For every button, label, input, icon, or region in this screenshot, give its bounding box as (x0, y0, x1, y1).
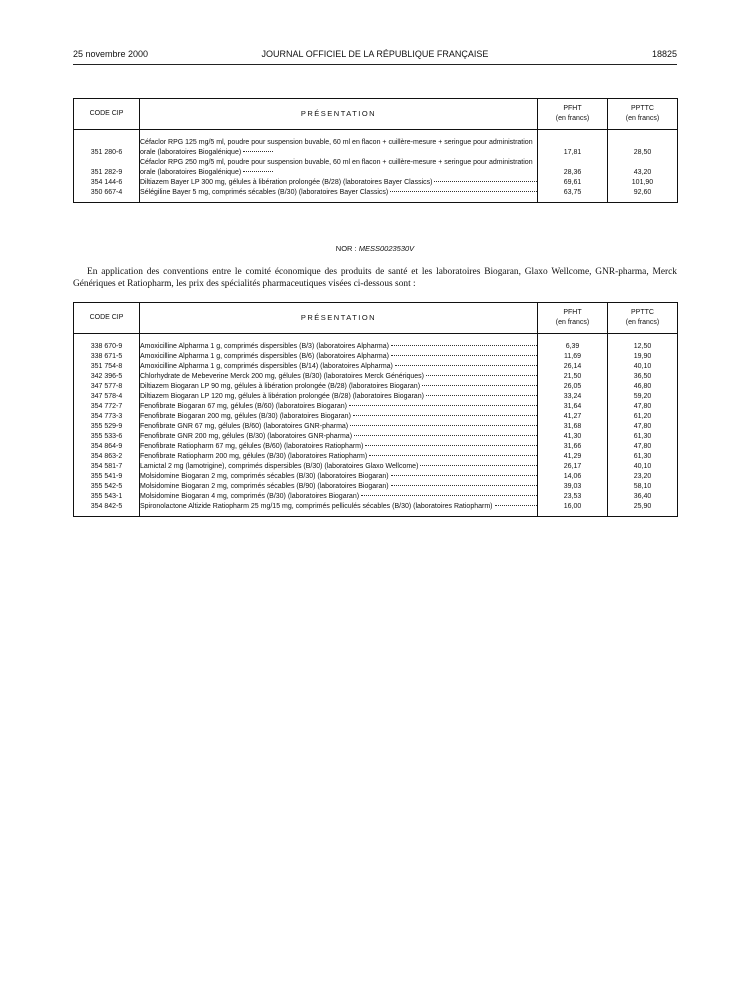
pfht-price: 16,00 (538, 502, 608, 512)
nor-code: MESS0023530V (358, 244, 415, 253)
dot-leader (369, 455, 537, 456)
pfht-price: 33,24 (538, 392, 608, 402)
cip-code: 355 529-9 (74, 422, 140, 432)
presentation-cell (140, 442, 538, 452)
cip-code: 355 542-5 (74, 482, 140, 492)
cip-code: 354 863-2 (74, 452, 140, 462)
dot-leader (391, 345, 537, 346)
col-header-ppttc: PPTTC (en francs) (608, 303, 678, 334)
col-header-code: CODE CIP (74, 303, 140, 334)
presentation-text: Céfaclor RPG 125 mg/5 ml, poudre pour suspension buvable, 60 ml en flacon + cuillère-mesure + seringue pour administration orale (laboratoires Biogalénique) (140, 139, 533, 156)
presentation-cell (140, 342, 538, 352)
ppttc-price: 36,50 (608, 372, 678, 382)
presentation-text: Amoxicilline Alpharma 1 g, comprimés dispersibles (B/3) (laboratoires Alpharma) (140, 343, 389, 350)
presentation-cell (140, 452, 538, 462)
ppttc-price: 46,80 (608, 382, 678, 392)
table-row (74, 372, 678, 382)
presentation-cell (140, 502, 538, 512)
dot-leader (422, 385, 537, 386)
page-number: 18825 (651, 49, 677, 59)
ppttc-price: 36,40 (608, 492, 678, 502)
presentation-cell (140, 432, 538, 442)
presentation-cell (140, 482, 538, 492)
presentation-cell (140, 178, 538, 188)
presentation-text: Molsidomine Biogaran 2 mg, comprimés sécables (B/30) (laboratoires Biogaran) (140, 473, 389, 480)
dot-leader (354, 435, 537, 436)
pfht-price: 6,39 (538, 342, 608, 352)
table-header-row (74, 303, 678, 334)
ppttc-price: 58,10 (608, 482, 678, 492)
presentation-cell (140, 188, 538, 198)
nor-reference (73, 244, 677, 254)
header-rule (73, 64, 677, 65)
cip-code: 351 280-6 (74, 138, 140, 158)
pfht-price: 23,53 (538, 492, 608, 502)
presentation-text: Molsidomine Biogaran 2 mg, comprimés sécables (B/90) (laboratoires Biogaran) (140, 483, 389, 490)
presentation-text: Spironolactone Altizide Ratiopharm 25 mg/15 mg, comprimés pelliculés sécables (B/30) (laboratoires Ratiopharm) (140, 503, 493, 510)
col-header-presentation: PRÉSENTATION (140, 303, 538, 334)
issue-date: 25 novembre 2000 (73, 49, 149, 59)
presentation-cell (140, 492, 538, 502)
cip-code: 347 578-4 (74, 392, 140, 402)
cip-code: 347 577-8 (74, 382, 140, 392)
page-header (73, 48, 677, 60)
ppttc-price: 40,10 (608, 362, 678, 372)
presentation-cell (140, 412, 538, 422)
col-header-pfht: PFHT (en francs) (538, 99, 608, 130)
ppttc-price: 19,90 (608, 352, 678, 362)
presentation-text: Sélégiline Bayer 5 mg, comprimés sécables (B/30) (laboratoires Bayer Classics) (140, 189, 389, 196)
dot-leader (350, 425, 537, 426)
dot-leader (243, 171, 273, 172)
dot-leader (391, 475, 537, 476)
table-row (74, 382, 678, 392)
ppttc-price: 47,80 (608, 402, 678, 412)
pfht-price: 31,64 (538, 402, 608, 412)
pfht-price: 39,03 (538, 482, 608, 492)
cip-code: 354 864-9 (74, 442, 140, 452)
nor-label: NOR : (335, 244, 357, 253)
dot-leader (353, 415, 537, 416)
col-header-presentation: PRÉSENTATION (140, 99, 538, 130)
dot-leader (391, 355, 537, 356)
dot-leader (495, 505, 538, 506)
dot-leader (395, 365, 537, 366)
dot-leader (434, 181, 537, 182)
table-row (74, 178, 678, 188)
presentation-cell (140, 382, 538, 392)
presentation-cell (140, 402, 538, 412)
presentation-text: Fenofibrate Biogaran 200 mg, gélules (B/30) (laboratoires Biogaran) (140, 413, 351, 420)
table-row (74, 342, 678, 352)
presentation-text: Fenofibrate Ratiopharm 67 mg, gélules (B/60) (laboratoires Ratiopharm) (140, 443, 364, 450)
table-row (74, 158, 678, 178)
presentation-text: Fenofibrate Biogaran 67 mg, gélules (B/60) (laboratoires Biogaran) (140, 403, 348, 410)
cip-code: 351 282-9 (74, 158, 140, 178)
dot-leader (391, 485, 537, 486)
ppttc-price: 28,50 (608, 138, 678, 158)
cip-code: 355 541-9 (74, 472, 140, 482)
cip-code: 342 396-5 (74, 372, 140, 382)
table-row (74, 138, 678, 158)
dot-leader (349, 405, 537, 406)
pfht-price: 11,69 (538, 352, 608, 362)
journal-title: JOURNAL OFFICIEL DE LA RÉPUBLIQUE FRANÇAISE (261, 49, 489, 59)
price-table-2 (73, 302, 678, 517)
table-row (74, 402, 678, 412)
presentation-text: Céfaclor RPG 250 mg/5 ml, poudre pour suspension buvable, 60 ml en flacon + cuillère-mesure + seringue pour administration orale (laboratoires Biogalénique) (140, 159, 533, 176)
cip-code: 338 671-5 (74, 352, 140, 362)
col-header-ppttc: PPTTC (en francs) (608, 99, 678, 130)
pfht-price: 41,27 (538, 412, 608, 422)
presentation-cell (140, 392, 538, 402)
table-row (74, 352, 678, 362)
presentation-cell (140, 422, 538, 432)
cip-code: 354 773-3 (74, 412, 140, 422)
ppttc-price: 61,20 (608, 412, 678, 422)
pfht-price: 31,66 (538, 442, 608, 452)
ppttc-price: 40,10 (608, 462, 678, 472)
pfht-price: 41,29 (538, 452, 608, 462)
ppttc-price: 61,30 (608, 432, 678, 442)
cip-code: 354 772-7 (74, 402, 140, 412)
presentation-text: Diltiazem Biogaran LP 120 mg, gélules à libération prolongée (B/28) (laboratoires Biogaran) (140, 393, 424, 400)
price-table-1 (73, 98, 678, 203)
presentation-text: Lamictal 2 mg (lamotrigine), comprimés dispersibles (B/30) (laboratoires Glaxo Wellcome) (140, 463, 419, 470)
presentation-text: Amoxicilline Alpharma 1 g, comprimés dispersibles (B/14) (laboratoires Alpharma) (140, 363, 393, 370)
col-header-code: CODE CIP (74, 99, 140, 130)
ppttc-price: 47,80 (608, 422, 678, 432)
dot-leader (426, 375, 537, 376)
col-header-pfht: PFHT (en francs) (538, 303, 608, 334)
presentation-text: Fenofibrate Ratiopharm 200 mg, gélules (B/30) (laboratoires Ratiopharm) (140, 453, 368, 460)
dot-leader (390, 191, 537, 192)
table-row (74, 188, 678, 198)
pfht-price: 41,30 (538, 432, 608, 442)
ppttc-price: 43,20 (608, 158, 678, 178)
ppttc-price: 101,90 (608, 178, 678, 188)
pfht-price: 26,14 (538, 362, 608, 372)
pfht-price: 26,17 (538, 462, 608, 472)
presentation-cell (140, 158, 538, 178)
presentation-cell (140, 362, 538, 372)
presentation-cell (140, 372, 538, 382)
cip-code: 355 543-1 (74, 492, 140, 502)
cip-code: 350 667-4 (74, 188, 140, 198)
presentation-cell (140, 462, 538, 472)
dot-leader (365, 445, 537, 446)
presentation-cell (140, 138, 538, 158)
table-row (74, 502, 678, 512)
table-row (74, 462, 678, 472)
table-row (74, 492, 678, 502)
intro-paragraph: En application des conventions entre le comité économique des produits de santé et les laboratoires Biogaran, Glaxo Wellcome, GNR-pharma, Merck Génériques et Ratiopharm, les prix des spécialités pharmaceutiques visées ci-dessous sont : (73, 267, 677, 289)
cip-code: 354 842-5 (74, 502, 140, 512)
ppttc-price: 25,90 (608, 502, 678, 512)
table-header-row (74, 99, 678, 130)
cip-code: 354 144-6 (74, 178, 140, 188)
dot-leader (243, 151, 273, 152)
presentation-text: Chlorhydrate de Mebeverine Merck 200 mg, gélules (B/30) (laboratoires Merck Génériques) (140, 373, 425, 380)
pfht-price: 69,61 (538, 178, 608, 188)
pfht-price: 26,05 (538, 382, 608, 392)
dot-leader (420, 465, 537, 466)
ppttc-price: 47,80 (608, 442, 678, 452)
pfht-price: 17,81 (538, 138, 608, 158)
presentation-text: Diltiazem Bayer LP 300 mg, gélules à libération prolongée (B/28) (laboratoires Bayer Classics) (140, 179, 433, 186)
ppttc-price: 12,50 (608, 342, 678, 352)
pfht-price: 28,36 (538, 158, 608, 178)
pfht-price: 21,50 (538, 372, 608, 382)
pfht-price: 63,75 (538, 188, 608, 198)
table-row (74, 412, 678, 422)
presentation-text: Amoxicilline Alpharma 1 g, comprimés dispersibles (B/6) (laboratoires Alpharma) (140, 353, 389, 360)
table-row (74, 452, 678, 462)
presentation-text: Molsidomine Biogaran 4 mg, comprimés (B/30) (laboratoires Biogaran) (140, 493, 360, 500)
table-row (74, 392, 678, 402)
table-row (74, 362, 678, 372)
presentation-cell (140, 472, 538, 482)
cip-code: 355 533-6 (74, 432, 140, 442)
ppttc-price: 61,30 (608, 452, 678, 462)
cip-code: 351 754-8 (74, 362, 140, 372)
ppttc-price: 92,60 (608, 188, 678, 198)
table-row (74, 482, 678, 492)
dot-leader (361, 495, 537, 496)
presentation-text: Diltiazem Biogaran LP 90 mg, gélules à libération prolongée (B/28) (laboratoires Biogaran) (140, 383, 421, 390)
table-row (74, 442, 678, 452)
table-row (74, 422, 678, 432)
presentation-cell (140, 352, 538, 362)
ppttc-price: 59,20 (608, 392, 678, 402)
cip-code: 354 581-7 (74, 462, 140, 472)
cip-code: 338 670-9 (74, 342, 140, 352)
pfht-price: 31,68 (538, 422, 608, 432)
presentation-text: Fenofibrate GNR 200 mg, gélules (B/30) (laboratoires GNR-pharma) (140, 433, 353, 440)
table-row (74, 472, 678, 482)
dot-leader (426, 395, 537, 396)
pfht-price: 14,06 (538, 472, 608, 482)
presentation-text: Fenofibrate GNR 67 mg, gélules (B/60) (laboratoires GNR-pharma) (140, 423, 349, 430)
table-row (74, 432, 678, 442)
ppttc-price: 23,20 (608, 472, 678, 482)
